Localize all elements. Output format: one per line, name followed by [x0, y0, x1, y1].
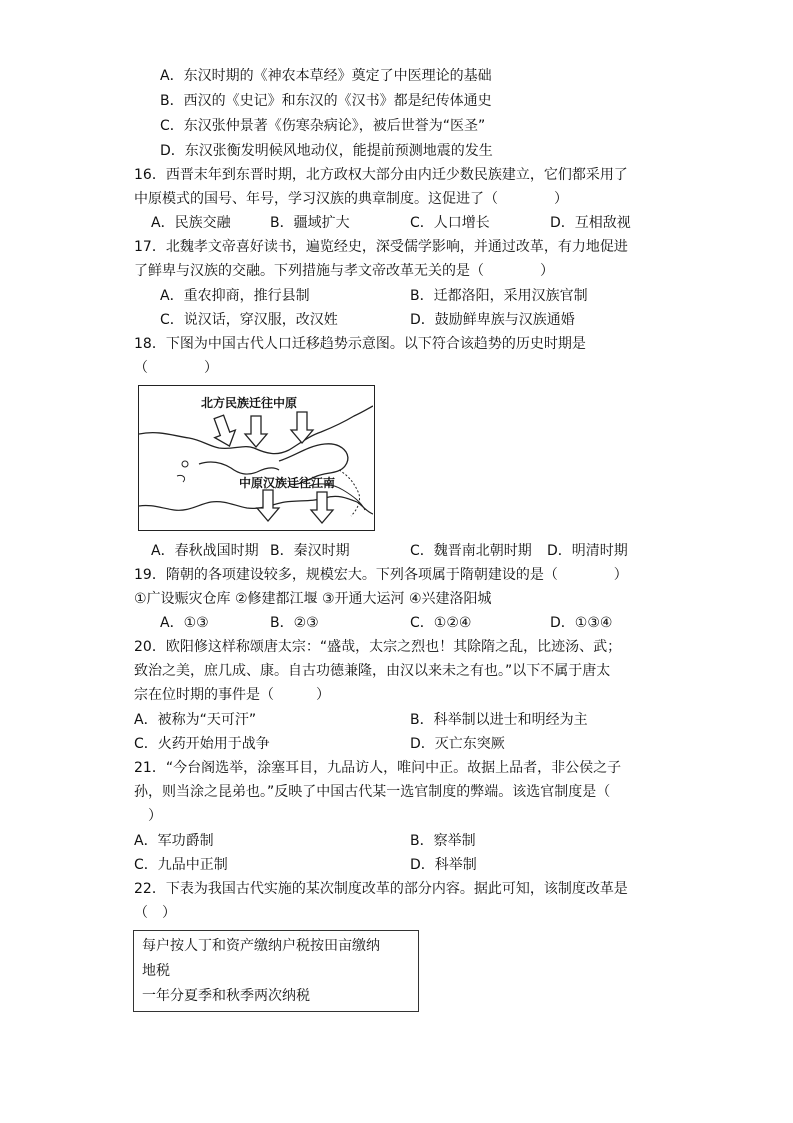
q18-stem-line-1: 18．下图为中国古代人口迁移趋势示意图。以下符合该趋势的历史时期是: [134, 336, 586, 352]
q19-option-c: C．①②④: [410, 615, 472, 631]
q21-option-c: C．九品中正制: [134, 857, 228, 873]
table-row: 一年分夏季和秋季两次纳税: [142, 988, 310, 1004]
q16-option-d: D．互相敌视: [550, 215, 631, 231]
q20-option-c: C．火药开始用于战争: [134, 736, 270, 752]
q17-stem-line-1: 17．北魏孝文帝喜好读书，遍览经史，深受儒学影响，并通过改革，有力地促进: [134, 239, 628, 255]
q20-option-a: A．被称为“天可汗”: [134, 712, 257, 728]
q19-option-b: B．②③: [270, 615, 319, 631]
q21-stem-line-3: ）: [134, 808, 162, 824]
q16-option-c: C．人口增长: [410, 215, 490, 231]
table-row: 每户按人丁和资产缴纳户税按田亩缴纳: [142, 938, 380, 954]
q21-stem-line-2: 孙，则当涂之昆弟也。”反映了中国古代某一选官制度的弊端。该选官制度是（: [134, 784, 611, 800]
q18-option-b: B．秦汉时期: [270, 543, 350, 559]
q17-stem-line-2: 了鲜卑与汉族的交融。下列措施与孝文帝改革无关的是（ ）: [134, 263, 554, 279]
q20-stem-line-2: 致治之美，庶几成、康。自古功德兼隆，由汉以来未之有也。”以下不属于唐太: [134, 663, 611, 679]
q19-option-d: D．①③④: [550, 615, 613, 631]
q15-option-b: B．西汉的《史记》和东汉的《汉书》都是纪传体通史: [160, 93, 492, 109]
q15-option-a: A．东汉时期的《神农本草经》奠定了中医理论的基础: [160, 68, 492, 84]
migration-map: [138, 385, 375, 531]
q15-option-c: C．东汉张仲景著《伤寒杂病论》，被后世誉为“医圣”: [160, 118, 486, 134]
q19-stem-line-1: 19．隋朝的各项建设较多，规模宏大。下列各项属于隋朝建设的是（ ）: [134, 567, 628, 583]
q21-stem-line-1: 21．“今台阁选举，涂塞耳目，九品访人，唯问中正。故据上品者，非公侯之子: [134, 760, 622, 776]
q21-option-d: D．科举制: [410, 857, 477, 873]
q16-stem-line-2: 中原模式的国号、年号，学习汉族的典章制度。这促进了（ ）: [134, 191, 568, 207]
q21-option-a: A．军功爵制: [134, 833, 214, 849]
table-row: 地税: [142, 963, 170, 979]
q18-option-a: A．春秋战国时期: [151, 543, 259, 559]
q18-stem-line-2: （ ）: [134, 360, 218, 376]
reform-content-table: [133, 930, 419, 1012]
q16-option-a: A．民族交融: [151, 215, 231, 231]
q17-option-a: A．重农抑商，推行县制: [160, 288, 310, 304]
q16-option-b: B．疆域扩大: [270, 215, 350, 231]
q22-stem-line-1: 22．下表为我国古代实施的某次制度改革的部分内容。据此可知，该制度改革是: [134, 881, 628, 897]
q20-option-d: D．灭亡东突厥: [410, 736, 505, 752]
q17-option-c: C．说汉话，穿汉服，改汉姓: [160, 312, 338, 328]
map-label-south: 中原汉族迁往江南: [239, 476, 336, 490]
q19-stem-line-2: ①广设赈灾仓库 ②修建都江堰 ③开通大运河 ④兴建洛阳城: [134, 591, 492, 607]
q15-option-d: D．东汉张衡发明候风地动仪，能提前预测地震的发生: [160, 143, 493, 159]
q20-option-b: B．科举制以进士和明经为主: [410, 712, 588, 728]
q18-option-c: C．魏晋南北朝时期: [410, 543, 532, 559]
q16-stem-line-1: 16．西晋末年到东晋时期，北方政权大部分由内迁少数民族建立，它们都采用了: [134, 167, 628, 183]
q19-option-a: A．①③: [160, 615, 209, 631]
q17-option-d: D．鼓励鲜卑族与汉族通婚: [410, 312, 575, 328]
map-label-north: 北方民族迁往中原: [201, 396, 298, 410]
q18-option-d: D．明清时期: [547, 543, 628, 559]
q22-stem-line-2: （ ）: [134, 905, 176, 921]
q20-stem-line-1: 20．欧阳修这样称颂唐太宗：“盛哉，太宗之烈也！其除隋之乱，比迹汤、武；: [134, 639, 622, 655]
q20-stem-line-3: 宗在位时期的事件是（ ）: [134, 687, 330, 703]
q21-option-b: B．察举制: [410, 833, 476, 849]
q17-option-b: B．迁都洛阳，采用汉族官制: [410, 288, 588, 304]
